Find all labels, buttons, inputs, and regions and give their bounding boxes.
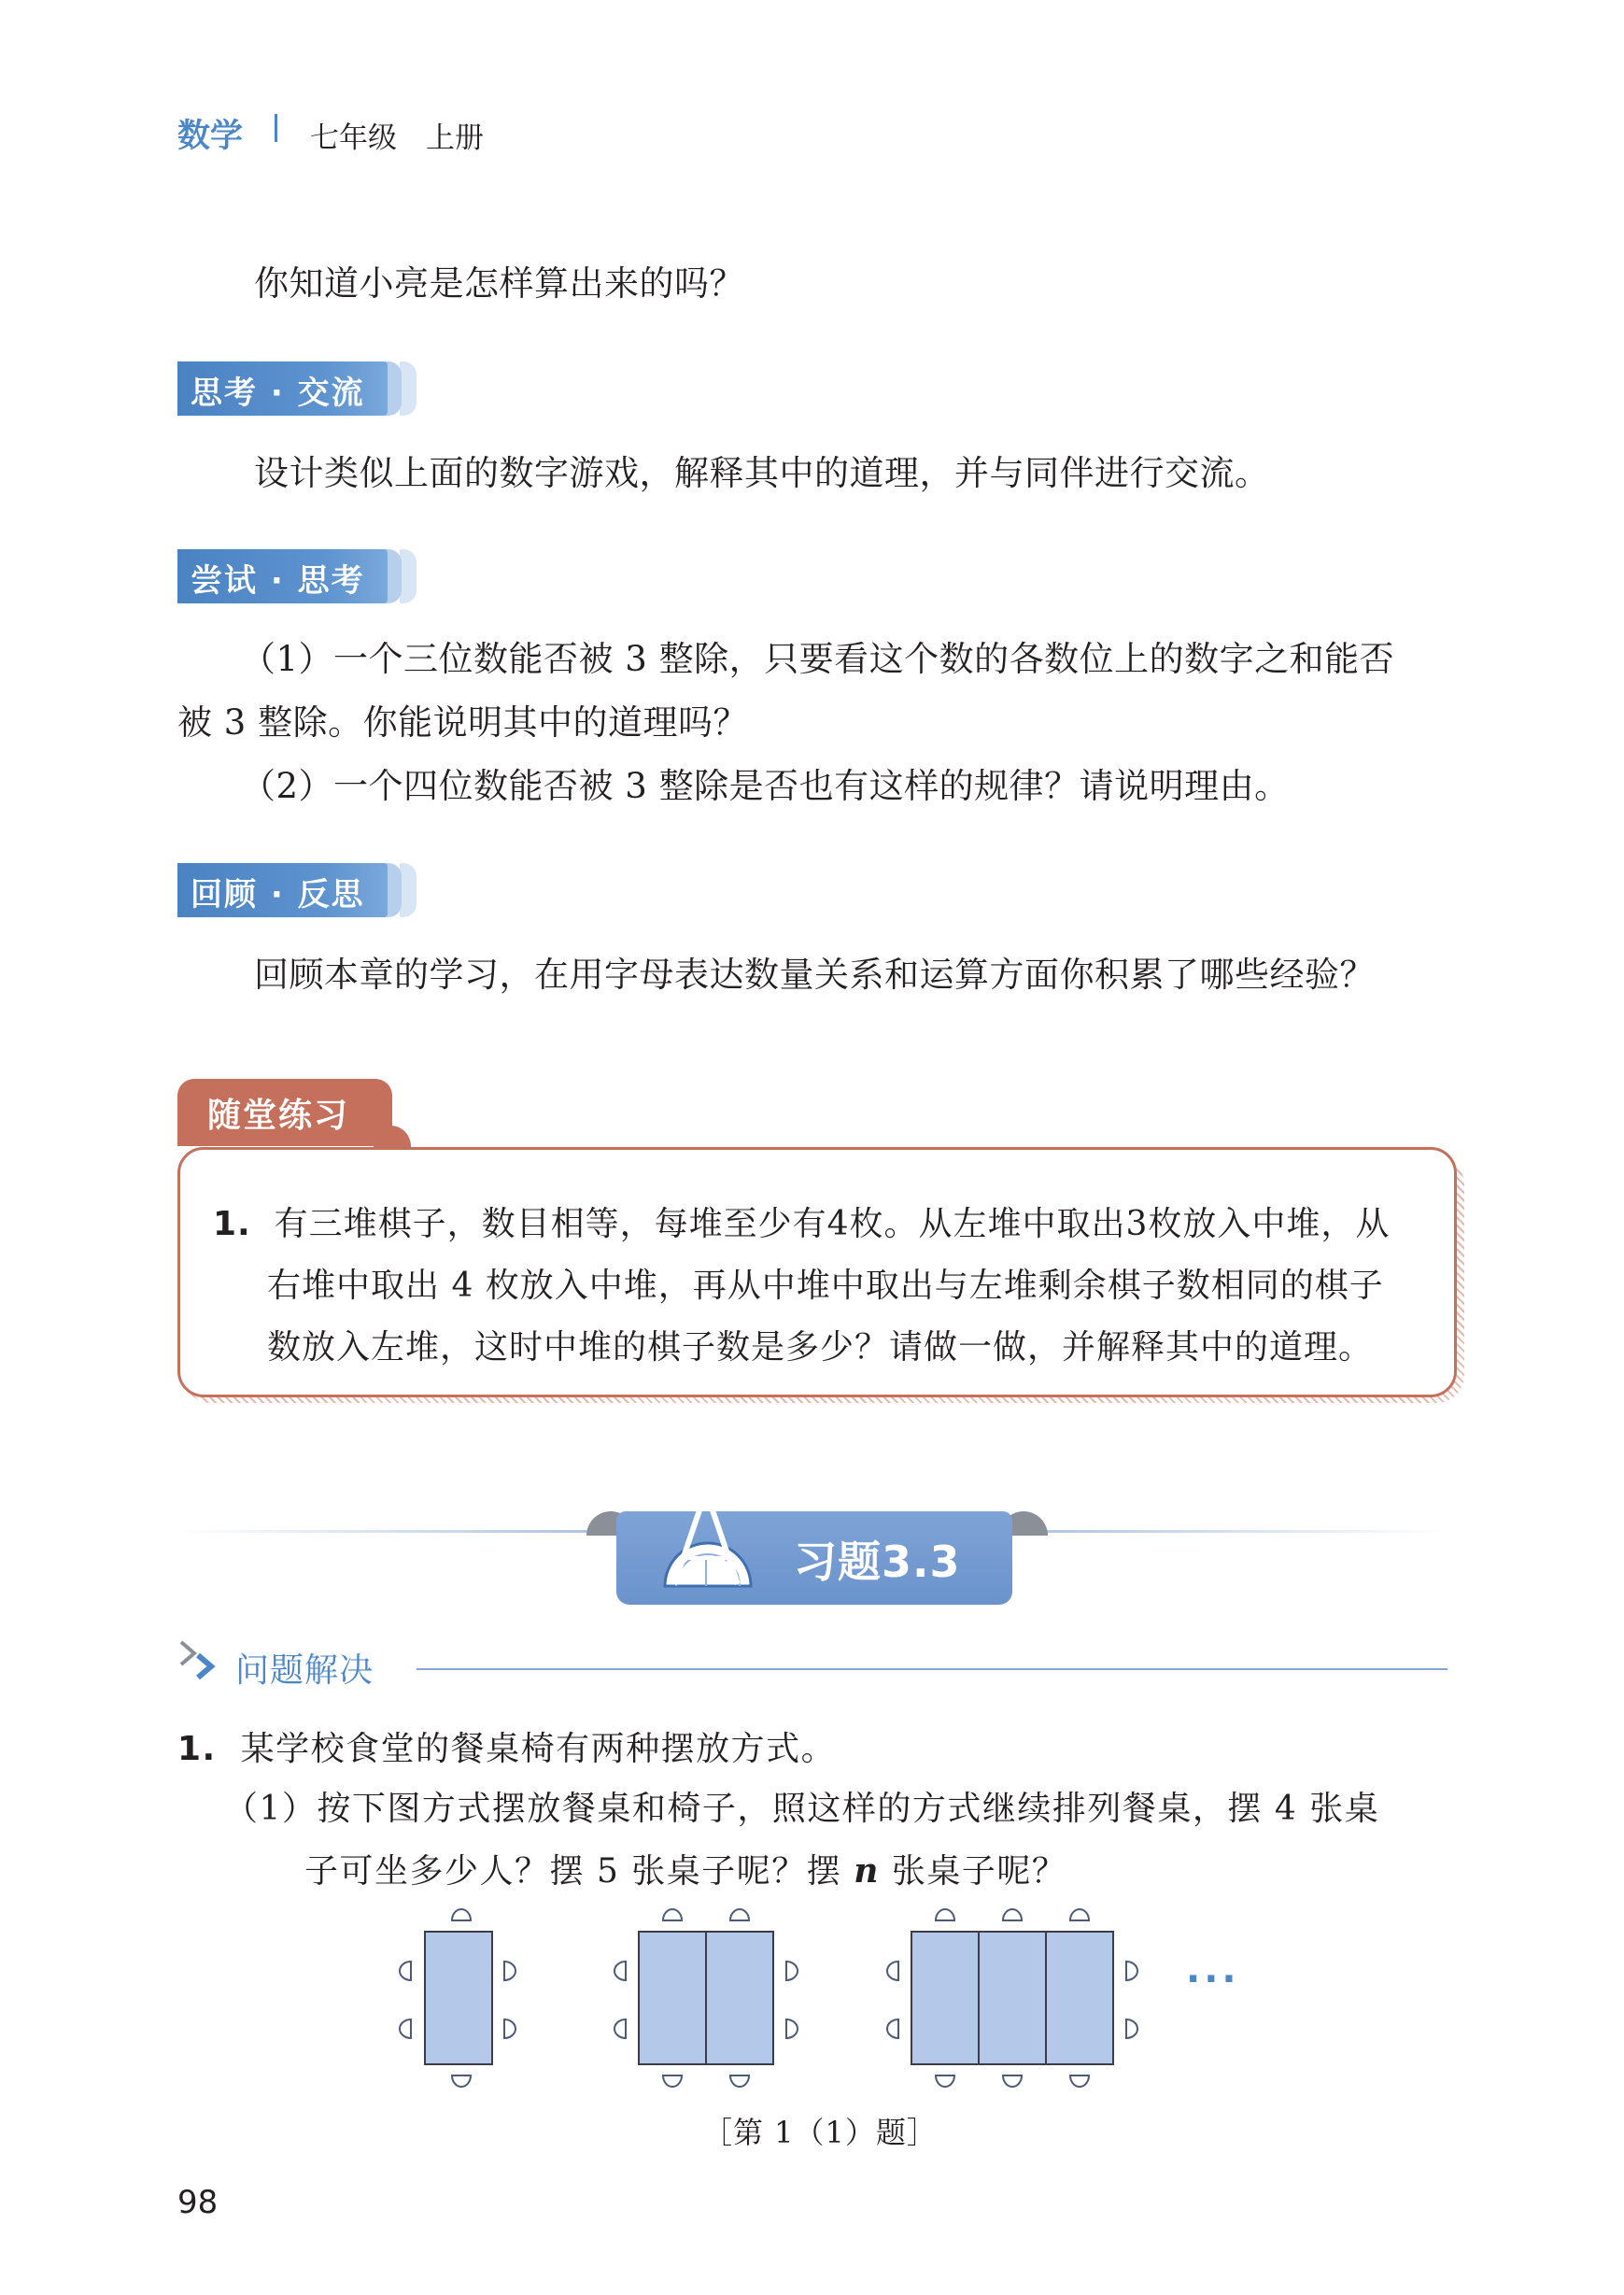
practice-line-1: 有三堆棋子，数目相等，每堆至少有4枚。从左堆中取出3枚放入中堆，从 [274,1205,1391,1243]
paragraph-review: 回顾本章的学习，在用字母表达数量关系和运算方面你积累了哪些经验？ [254,955,1375,995]
question-1 [177,1719,836,1780]
page-number: 98 [177,2184,219,2221]
paragraph-question: 你知道小亮是怎样算出来的吗？ [254,263,744,304]
try-item-2: （2）一个四位数能否被 3 整除是否也有这样的规律？请说明理由。 [241,766,1290,806]
try-think-list [177,628,1466,818]
tag-think-exchange-label: 思考 · 交流 [191,375,365,412]
practice-title: 随堂练习 [207,1097,350,1135]
exercise-rule-left [177,1530,607,1533]
tag-try-think [177,549,425,603]
tag-try-think-label: 尝试 · 思考 [191,562,365,600]
header-book-title: 七年级 上册 [310,121,484,155]
table-arrangement-2 [614,1909,798,2087]
section-title: 问题解决 [235,1651,374,1690]
table-arrangement-3 [887,1909,1137,2087]
tag-think-exchange [177,361,425,416]
question-1-text: 某学校食堂的餐桌椅有两种摆放方式。 [240,1730,837,1768]
section-rule [417,1668,1447,1670]
exercise-title: 习题3.3 [794,1537,961,1587]
practice-line-2: 右堆中取出 4 枚放入中堆，再从中堆中取出与左堆剩余棋子数相同的棋子 [267,1267,1384,1305]
question-1-part-1 [224,1778,1379,1903]
question-1-part-1-line-2a: 子可坐多少人？摆 5 张桌子呢？摆 [304,1852,854,1891]
figure-caption: ［第 1（1）题］ [702,2115,938,2150]
chevron-right-icon [177,1638,222,1685]
exercise-rule-right [1009,1530,1447,1533]
variable-n: n [854,1851,880,1891]
table-arrangement-1 [400,1909,515,2087]
header-subject: 数学 [177,118,244,155]
tag-review-reflect [177,863,425,917]
question-1-part-1-line-2b: 张桌子呢？ [879,1852,1067,1891]
ellipsis-mark: ··· [1186,1958,1240,2001]
header-divider [275,114,277,142]
try-item-1-continued: 被 3 整除。你能说明其中的道理吗？ [177,702,749,743]
practice-number: 1. [213,1205,251,1243]
paragraph-design-game: 设计类似上面的数字游戏，解释其中的道理，并与同伴进行交流。 [254,453,1270,493]
tables-chairs-figure [374,1905,1270,2092]
practice-question [213,1194,1390,1379]
tag-review-reflect-label: 回顾 · 反思 [191,876,365,914]
question-1-part-1-line-1: （1）按下图方式摆放餐桌和椅子，照这样的方式继续排列餐桌，摆 4 张桌 [224,1790,1380,1828]
compass-protractor-icon [654,1476,758,1595]
question-1-number: 1. [177,1730,217,1768]
try-item-1: （1）一个三位数能否被 3 整除，只要看这个数的各数位上的数字之和能否 [241,639,1395,679]
practice-line-3: 数放入左堆，这时中堆的棋子数是多少？请做一做，并解释其中的道理。 [267,1328,1374,1367]
